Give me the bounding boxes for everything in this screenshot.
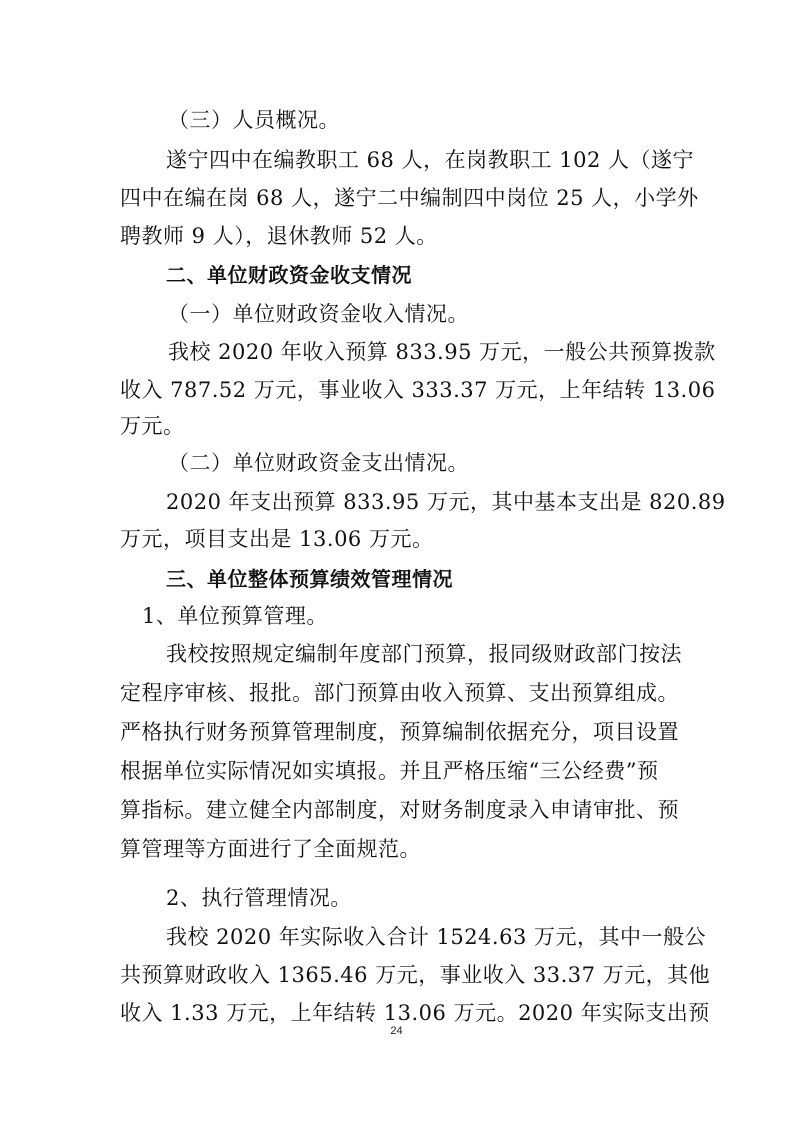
- paragraph-line: 我校按照规定编制年度部门预算，报同级财政部门按法: [166, 642, 682, 666]
- chapter-heading-performance: 三、单位整体预算绩效管理情况: [166, 567, 453, 591]
- paragraph-line: 算管理等方面进行了全面规范。: [120, 837, 421, 861]
- paragraph-line: 我校 2020 年收入预算 833.95 万元，一般公共预算拨款: [168, 340, 716, 364]
- chapter-heading-funds: 二、单位财政资金收支情况: [166, 263, 412, 287]
- paragraph-line: 共预算财政收入 1365.46 万元，事业收入 33.37 万元，其他: [120, 963, 711, 987]
- paragraph-line: 收入 787.52 万元，事业收入 333.37 万元，上年结转 13.06: [120, 378, 716, 402]
- paragraph-line: 聘教师 9 人），退休教师 52 人。: [120, 224, 438, 248]
- paragraph-line: 万元。: [120, 414, 185, 438]
- paragraph-line: 四中在编在岗 68 人，遂宁二中编制四中岗位 25 人，小学外: [120, 186, 699, 210]
- section-heading-personnel: （三）人员概况。: [168, 108, 340, 132]
- paragraph-line: 收入 1.33 万元，上年结转 13.06 万元。2020 年实际支出预: [120, 1001, 710, 1025]
- section-heading-expenditure: （二）单位财政资金支出情况。: [168, 451, 469, 475]
- paragraph-line: 我校 2020 年实际收入合计 1524.63 万元，其中一般公: [166, 925, 706, 949]
- paragraph-line: 2020 年支出预算 833.95 万元，其中基本支出是 820.89: [166, 490, 726, 514]
- section-heading-budget-management: 1、单位预算管理。: [142, 604, 328, 628]
- paragraph-line: 严格执行财务预算管理制度，预算编制依据充分，项目设置: [120, 720, 679, 744]
- paragraph-line: 遂宁四中在编教职工 68 人，在岗教职工 102 人（遂宁: [166, 148, 695, 172]
- page-number: 24: [390, 1025, 403, 1037]
- paragraph-line: 万元，项目支出是 13.06 万元。: [120, 527, 434, 551]
- section-heading-income: （一）单位财政资金收入情况。: [168, 302, 469, 326]
- paragraph-line: 根据单位实际情况如实填报。并且严格压缩“三公经费”预: [120, 759, 659, 783]
- paragraph-line: 算指标。建立健全内部制度，对财务制度录入申请审批、预: [120, 798, 679, 822]
- paragraph-line: 定程序审核、报批。部门预算由收入预算、支出预算组成。: [120, 681, 679, 705]
- section-heading-execution: 2、执行管理情况。: [166, 886, 352, 910]
